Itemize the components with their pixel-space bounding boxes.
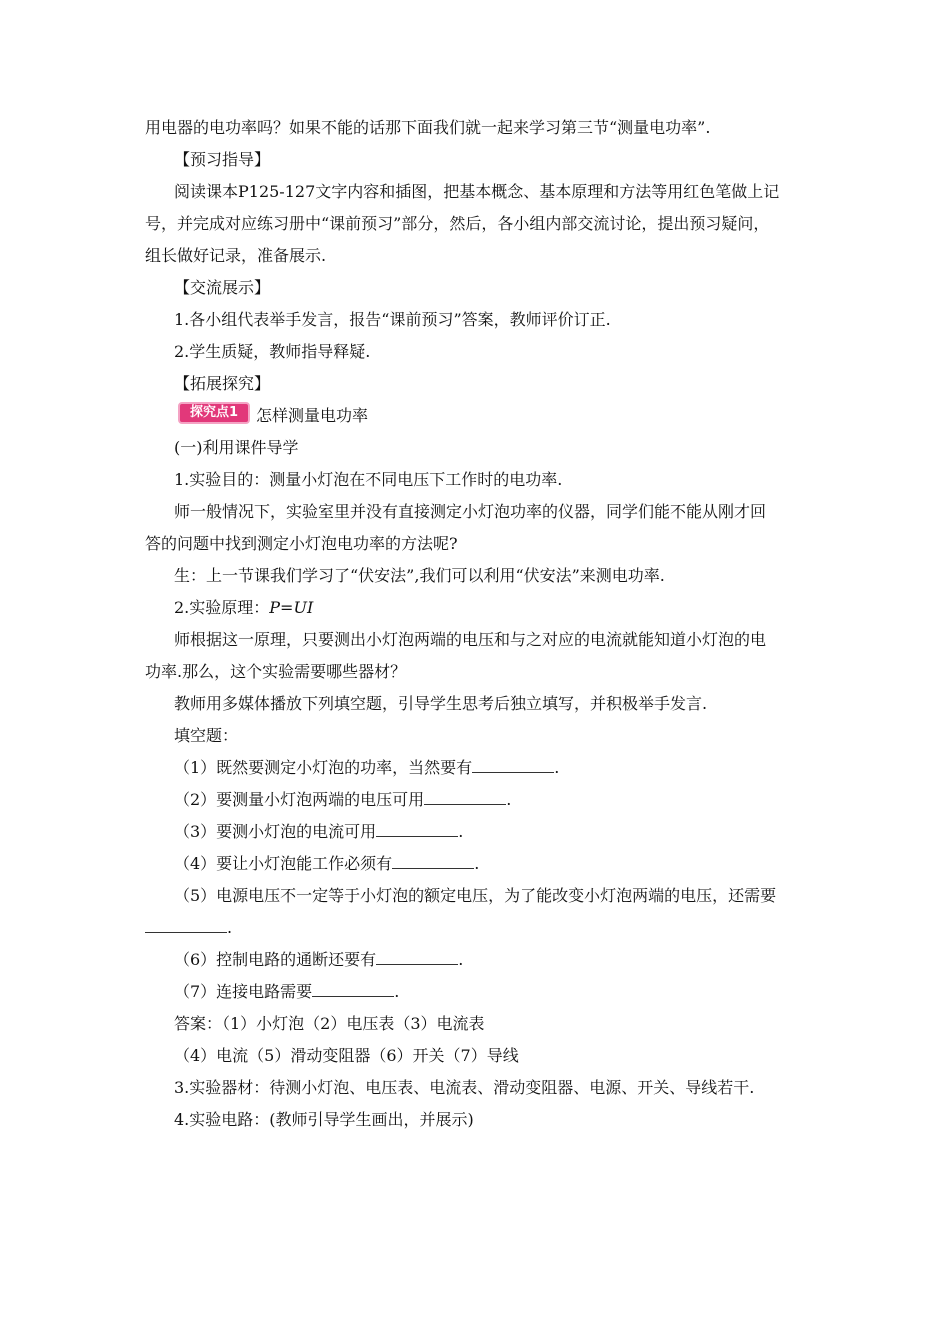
text-line: 答的问题中找到测定小灯泡电功率的方法呢? xyxy=(145,534,458,553)
fill-blank-question xyxy=(174,982,399,1002)
text-line: 教师用多媒体播放下列填空题，引导学生思考后独立填写，并积极举手发言. xyxy=(174,694,708,713)
text-line: 填空题： xyxy=(174,726,239,745)
text-line xyxy=(174,598,313,618)
text-line: 组长做好记录，准备展示. xyxy=(145,246,327,265)
text-line: 2.学生质疑，教师指导释疑. xyxy=(174,342,371,361)
answer-line: 答案：（1）小灯泡（2）电压表（3）电流表 xyxy=(174,1014,485,1033)
question-text: （1）既然要测定小灯泡的功率，当然要有 xyxy=(174,758,473,777)
fill-blank-question: （5）电源电压不一定等于小灯泡的额定电压，为了能改变小灯泡两端的电压，还需要 xyxy=(174,886,777,905)
text-line: 阅读课本P125-127文字内容和插图，把基本概念、基本原理和方法等用红色笔做上记 xyxy=(174,182,780,201)
fill-blank-continuation xyxy=(145,918,232,938)
text-line: 4.实验电路：(教师引导学生画出，并展示) xyxy=(174,1110,474,1129)
text-line: 用电器的电功率吗？如果不能的话那下面我们就一起来学习第三节“测量电功率”. xyxy=(145,118,711,137)
period: . xyxy=(458,950,464,969)
section-heading-preview: 【预习指导】 xyxy=(174,150,271,169)
answer-line: （4）电流（5）滑动变阻器（6）开关（7）导线 xyxy=(174,1046,519,1065)
period: . xyxy=(394,982,400,1001)
fill-blank-question xyxy=(174,790,511,810)
text-line: 号，并完成对应练习册中“课前预习”部分，然后，各小组内部交流讨论，提出预习疑问， xyxy=(145,214,770,233)
text-line: 生：上一节课我们学习了“伏安法”,我们可以利用“伏安法”来测电功率. xyxy=(174,566,665,585)
fill-blank-question xyxy=(174,822,463,842)
fill-blank-question xyxy=(174,854,479,874)
formula: P=UI xyxy=(269,598,314,617)
text-line: 功率.那么，这个实验需要哪些器材？ xyxy=(145,662,407,681)
answer-blank xyxy=(145,918,227,933)
period: . xyxy=(474,854,480,873)
answer-blank xyxy=(376,822,458,837)
section-heading-explore: 【拓展探究】 xyxy=(174,374,271,393)
text-line: 3.实验器材：待测小灯泡、电压表、电流表、滑动变阻器、电源、开关、导线若干. xyxy=(174,1078,755,1097)
text-line: 师一般情况下，实验室里并没有直接测定小灯泡功率的仪器，同学们能不能从刚才回 xyxy=(174,502,767,521)
section-heading-exchange: 【交流展示】 xyxy=(174,278,271,297)
period: . xyxy=(227,918,233,937)
question-text: （4）要让小灯泡能工作必须有 xyxy=(174,854,393,873)
answer-blank xyxy=(392,854,474,869)
fill-blank-question xyxy=(174,950,463,970)
principle-label: 2.实验原理： xyxy=(174,598,270,617)
answer-blank xyxy=(312,982,394,997)
text-line: 师根据这一原理，只要测出小灯泡两端的电压和与之对应的电流就能知道小灯泡的电 xyxy=(174,630,767,649)
question-text: （2）要测量小灯泡两端的电压可用 xyxy=(174,790,425,809)
fill-blank-question xyxy=(174,758,559,778)
explore-point-badge: 探究点1 xyxy=(178,402,250,424)
question-text: （7）连接电路需要 xyxy=(174,982,313,1001)
period: . xyxy=(506,790,512,809)
period: . xyxy=(458,822,464,841)
answer-blank xyxy=(472,758,554,773)
answer-blank xyxy=(424,790,506,805)
text-line: 1.各小组代表举手发言，报告“课前预习”答案，教师评价订正. xyxy=(174,310,611,329)
period: . xyxy=(554,758,560,777)
question-text: （6）控制电路的通断还要有 xyxy=(174,950,377,969)
text-line: 1.实验目的：测量小灯泡在不同电压下工作时的电功率. xyxy=(174,470,563,489)
topic-title: 怎样测量电功率 xyxy=(256,406,369,425)
answer-blank xyxy=(376,950,458,965)
question-text: （3）要测小灯泡的电流可用 xyxy=(174,822,377,841)
text-line: (一)利用课件导学 xyxy=(174,438,299,457)
